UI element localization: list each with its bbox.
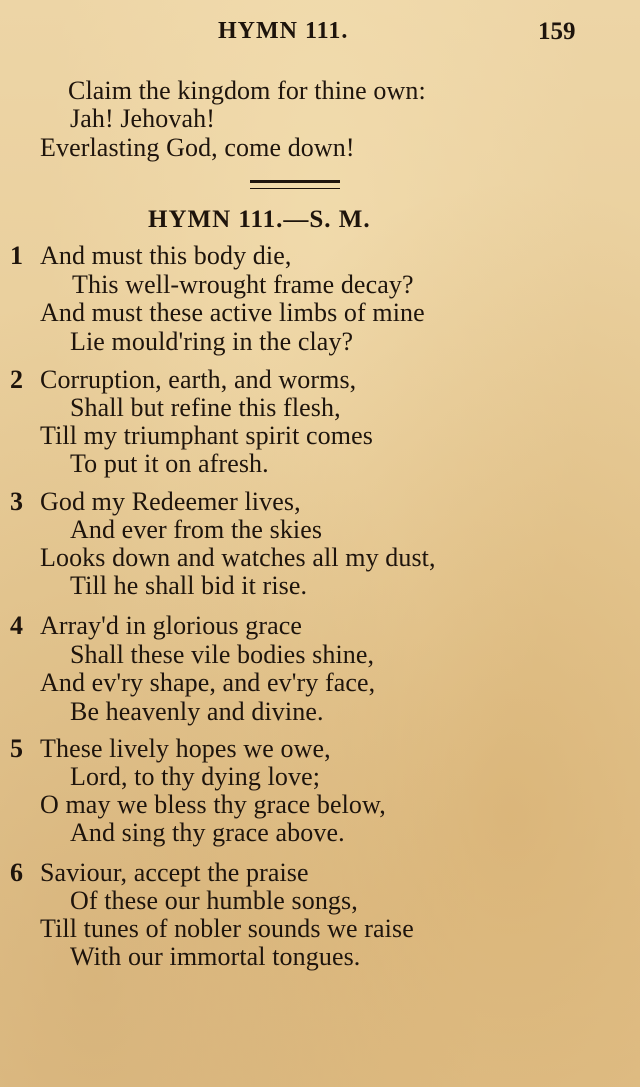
verse-line: And sing thy grace above. xyxy=(70,818,345,847)
verse-line: Lord, to thy dying love; xyxy=(70,762,321,791)
verse-line: This well-wrought frame decay? xyxy=(72,270,414,299)
verse-line: Looks down and watches all my dust, xyxy=(40,543,436,572)
verse-line: Shall these vile bodies shine, xyxy=(70,640,375,669)
verse-line: And must these active limbs of mine xyxy=(40,298,425,327)
verse-number: 3 xyxy=(10,487,23,516)
verse-line: Saviour, accept the praise xyxy=(40,858,309,887)
verse-line: Be heavenly and divine. xyxy=(70,697,324,726)
verse-line: To put it on afresh. xyxy=(70,449,269,478)
verse-number: 1 xyxy=(10,241,23,270)
verse-line: Shall but refine this flesh, xyxy=(70,393,341,422)
verse-number: 2 xyxy=(10,365,23,394)
verse-line: Of these our humble songs, xyxy=(70,886,358,915)
page-number: 159 xyxy=(538,18,576,45)
verse-number: 6 xyxy=(10,858,23,887)
prior-hymn-line: Claim the kingdom for thine own: xyxy=(68,76,426,105)
verse-line: And ever from the skies xyxy=(70,515,323,544)
verse-number: 4 xyxy=(10,611,23,640)
verse-line: With our immortal tongues. xyxy=(70,942,361,971)
verse-line: Till my triumphant spirit comes xyxy=(40,421,373,450)
verse-line: These lively hopes we owe, xyxy=(40,734,331,763)
verse-line: God my Redeemer lives, xyxy=(40,487,301,516)
verse-line: Array'd in glorious grace xyxy=(40,611,303,640)
verse-line: Till tunes of nobler sounds we raise xyxy=(40,914,414,943)
verse-line: And ev'ry shape, and ev'ry face, xyxy=(40,668,376,697)
verse-line: Lie mould'ring in the clay? xyxy=(70,327,354,356)
prior-hymn-line: Everlasting God, come down! xyxy=(40,133,355,162)
prior-hymn-line: Jah! Jehovah! xyxy=(70,104,215,133)
verse-line: Corruption, earth, and worms, xyxy=(40,365,357,394)
verse-number: 5 xyxy=(10,734,23,763)
section-divider-thin xyxy=(250,188,340,189)
hymn-title: HYMN 111.—S. M. xyxy=(148,206,371,233)
verse-line: O may we bless thy grace below, xyxy=(40,790,386,819)
running-title: HYMN 111. xyxy=(218,18,349,44)
verse-line: Till he shall bid it rise. xyxy=(70,571,308,600)
verse-line: And must this body die, xyxy=(40,241,292,270)
section-divider-thick xyxy=(250,180,340,183)
